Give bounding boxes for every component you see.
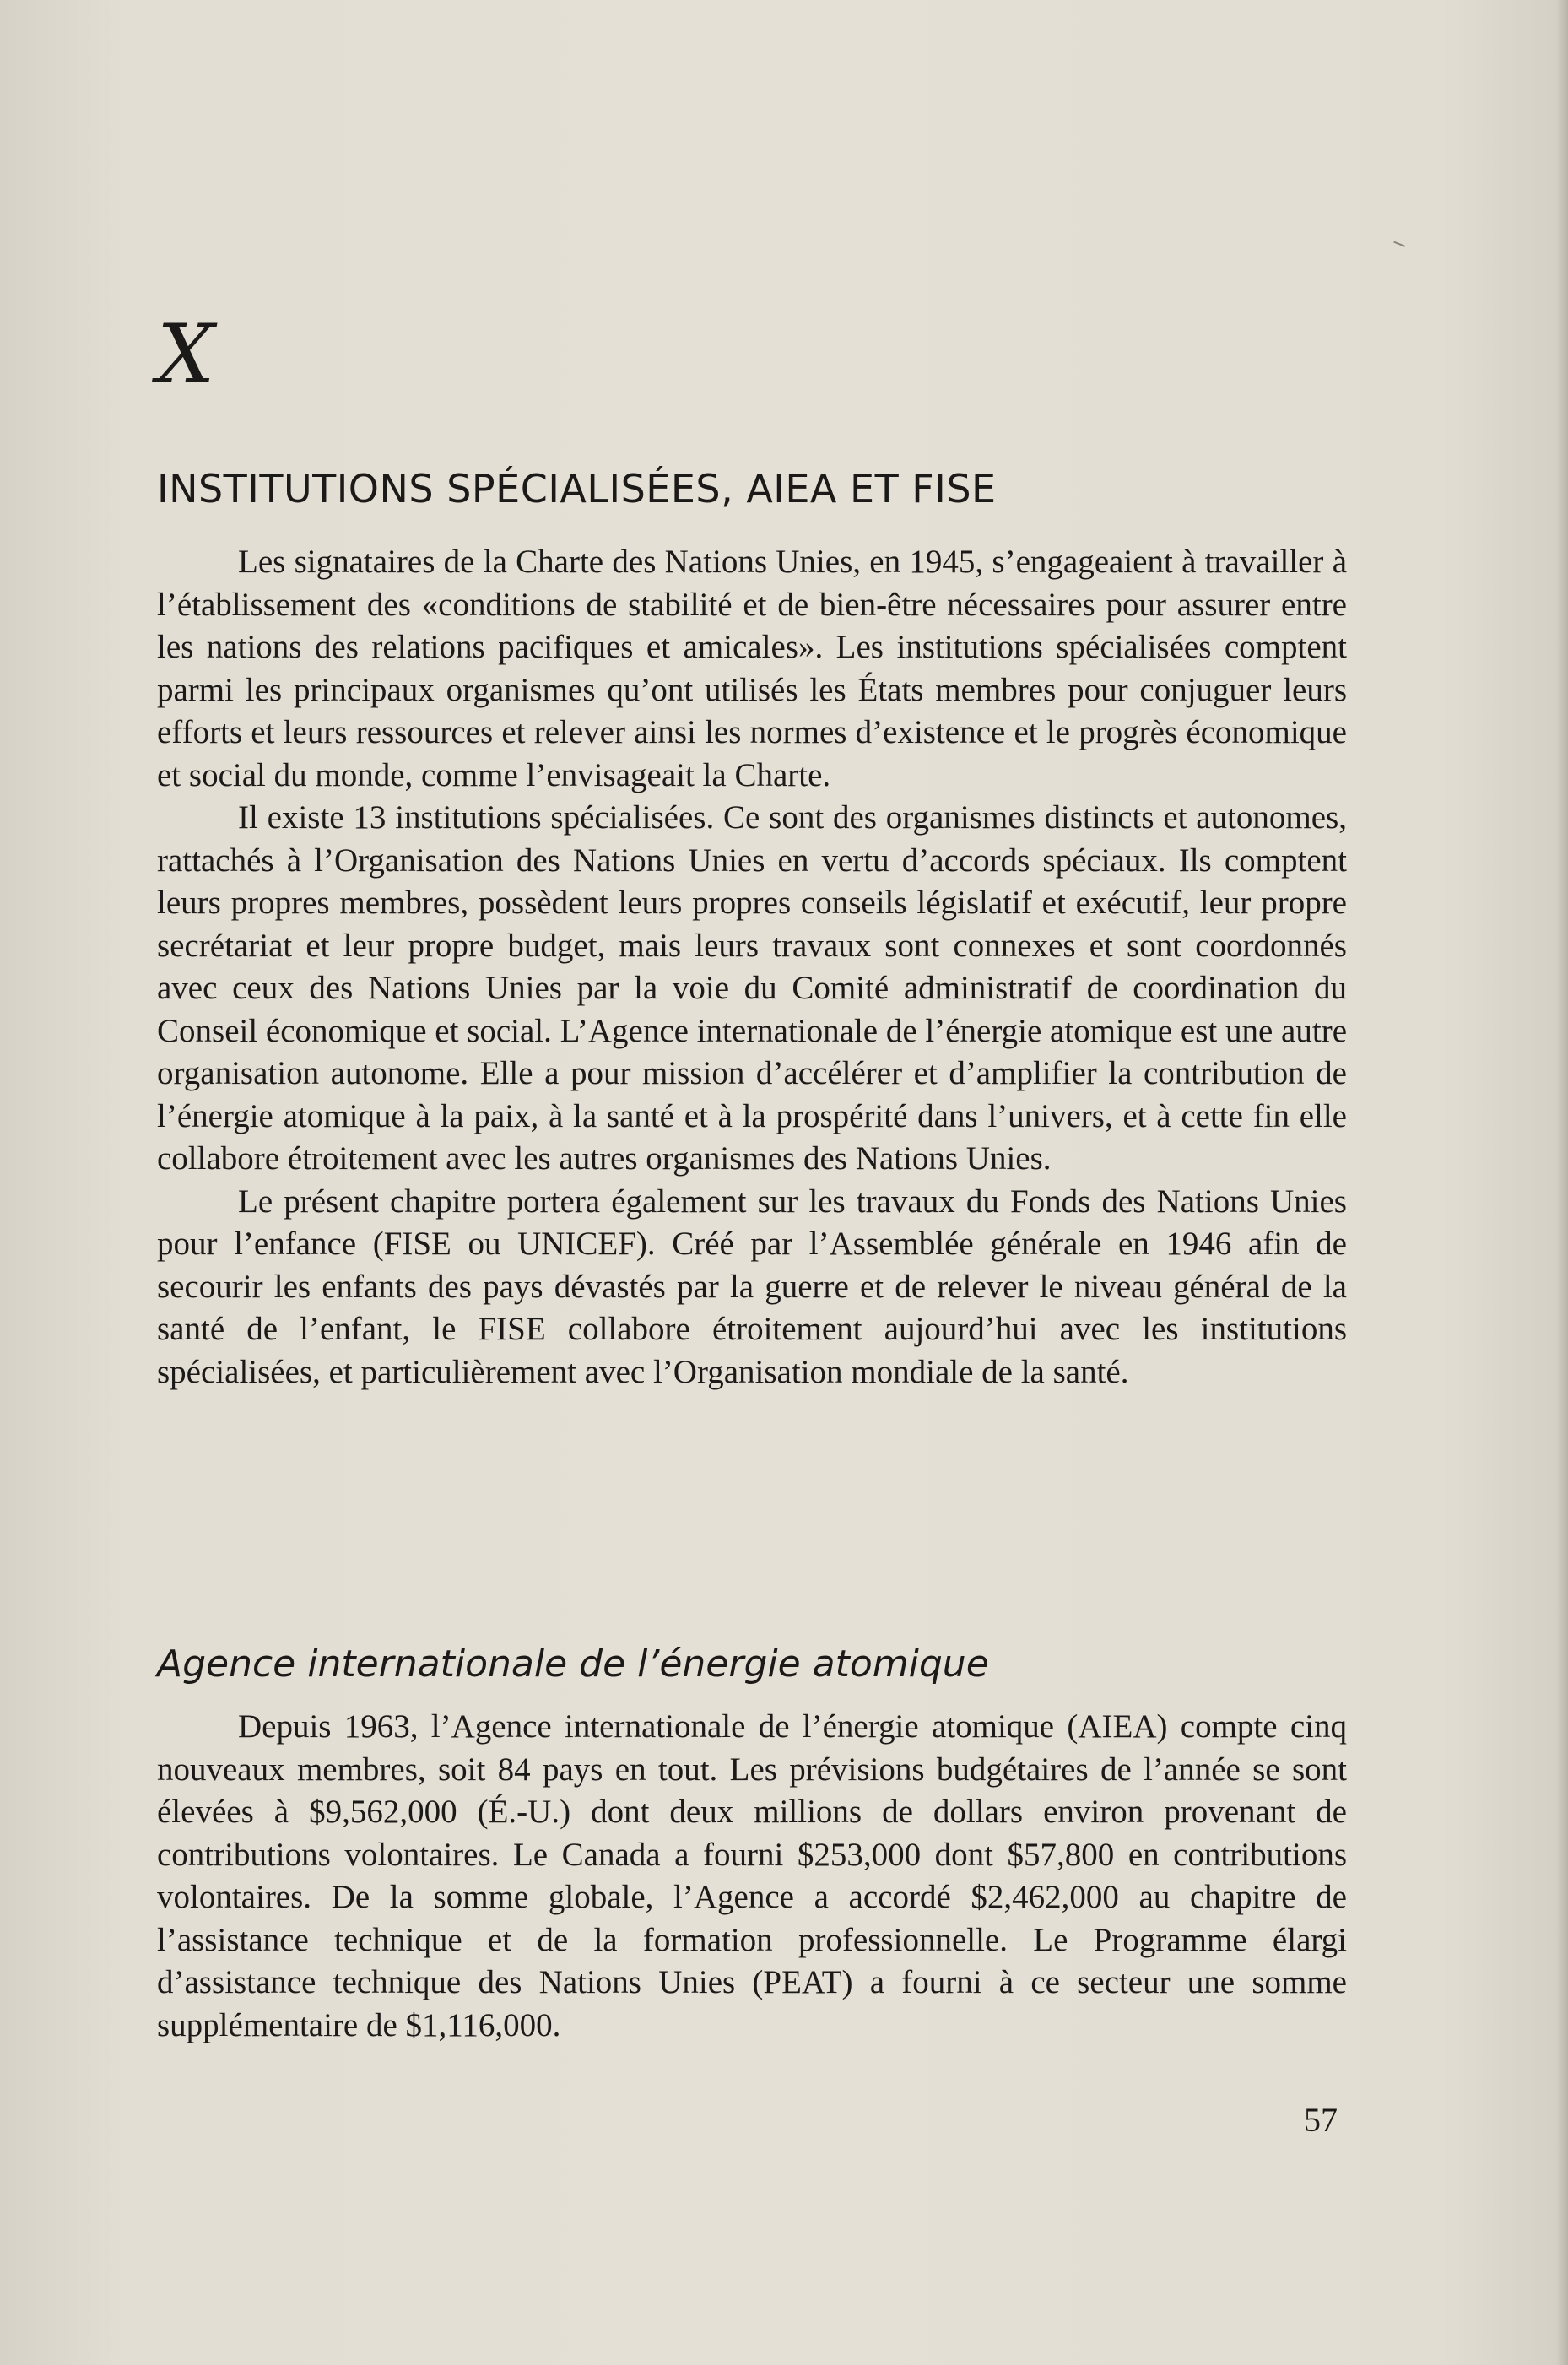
intro-text [157,541,1347,1394]
page-edge-shadow [1556,0,1568,2365]
section-paragraph: Depuis 1963, l’Agence internationale de l’énergie atomique (AIEA) compte cinq nouveaux membres, soit 84 pays en tout. Les prévisions budgétaires de l’année se sont élevées à $9,562,000 (É.-U.) dont deux millions de dollars environ provenant de contributions volontaires. Le Canada a fourni $253,000 dont $57,800 en contributions volontaires. De la somme globale, l’Agence a accordé $2,462,000 au chapitre de l’assistance technique et de la formation professionnelle. Le Programme élargi d’assistance technique des Nations Unies (PEAT) a fourni à ce secteur une somme supplémentaire de $1,116,000. [157,1708,1347,2043]
section-text [157,1706,1347,2047]
stray-mark [1392,241,1405,252]
intro-paragraph-2: Il existe 13 institutions spécialisées. Ce sont des organismes distincts et autonomes, rattachés à l’Organisation des Nations Unies en vertu d’accords spéciaux. Ils comptent leurs propres membres, possèdent leurs propres conseils législatif et exécutif, leur propre secrétariat et leur propre budget, mais leurs travaux sont connexes et sont coordonnés avec ceux des Nations Unies par la voie du Comité administratif de coordination du Conseil économique et social. L’Agence internationale de l’énergie atomique est une autre organisation autonome. Elle a pour mission d’accélérer et d’amplifier la contribution de l’énergie atomique à la paix, à la santé et à la prospérité dans l’univers, et à cette fin elle collabore étroitement avec les autres organismes des Nations Unies. [157,799,1347,1177]
chapter-number: X [157,307,215,402]
chapter-title: INSTITUTIONS SPÉCIALISÉES, AIEA ET FISE [157,466,997,511]
page-number: 57 [1304,2101,1338,2139]
section-title: Agence internationale de l’énergie atomique [157,1643,989,1686]
intro-paragraph-1: Les signataires de la Charte des Nations Unies, en 1945, s’engageaient à travailler à l’établissement des «conditions de stabilité et de bien-être nécessaires pour assurer entre les nations des relations pacifiques et amicales». Les institutions spécialisées comptent parmi les principaux organismes qu’ont utilisés les États membres pour conjuguer leurs efforts et leurs ressources et relever ainsi les normes d’existence et le progrès économique et social du monde, comme l’envisageait la Charte. [157,544,1347,793]
intro-paragraph-3: Le présent chapitre portera également sur les travaux du Fonds des Nations Unies pour l’enfance (FISE ou UNICEF). Créé par l’Assemblée générale en 1946 afin de secourir les enfants des pays dévastés par la guerre et de relever le niveau général de la santé de l’enfant, le FISE collabore étroitement aujourd’hui avec les institutions spécialisées, et particulièrement avec l’Organisation mondiale de la santé. [157,1182,1347,1390]
